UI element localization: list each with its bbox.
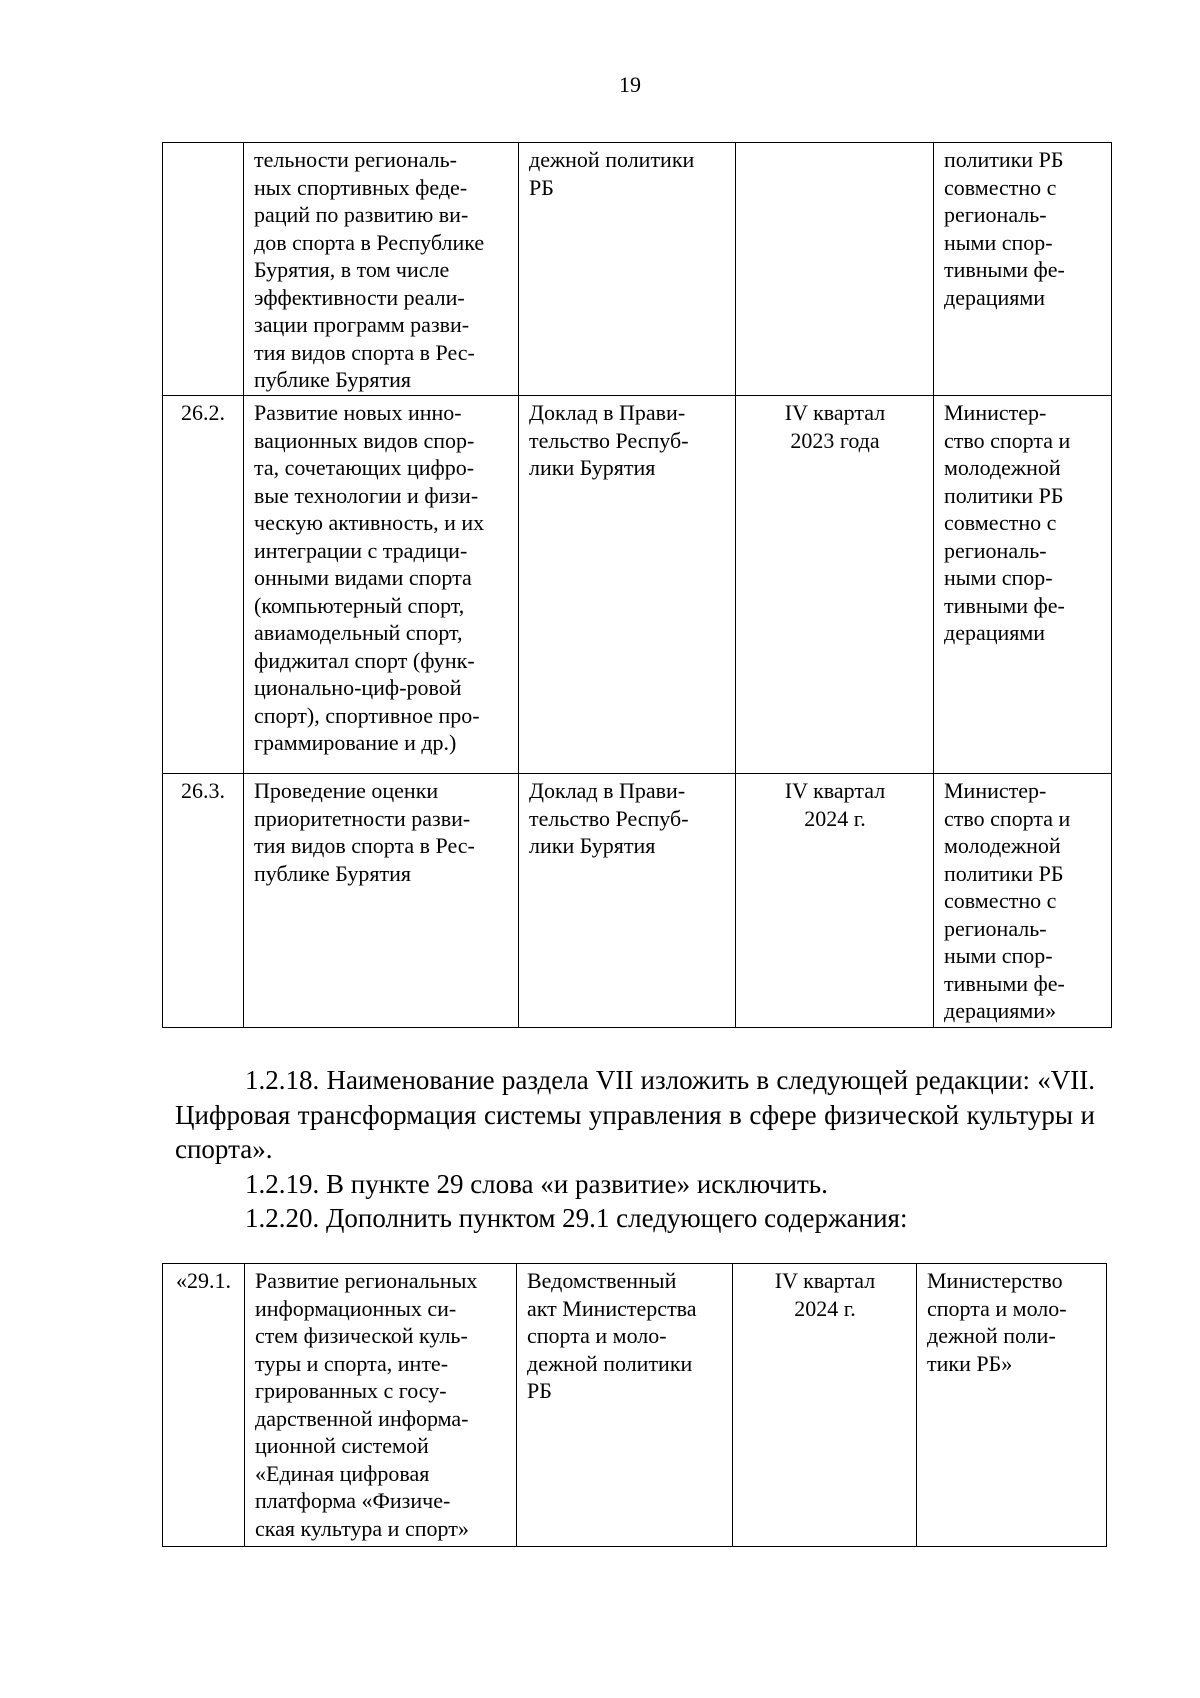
result-form-cell: Доклад в Прави- тельство Респуб- лики Бурятия bbox=[519, 396, 736, 774]
executor-cell: Министер- ство спорта и молодежной политики РБ совместно с региональ- ными спор- тивными фе- дерациями bbox=[934, 396, 1112, 774]
deadline-cell: IV квартал 2023 года bbox=[736, 396, 934, 774]
row-number-cell: 26.3. bbox=[163, 774, 244, 1028]
row-number-cell: «29.1. bbox=[163, 1264, 245, 1547]
table-row bbox=[163, 396, 1112, 774]
event-cell: Развитие региональных информационных си- стем физической куль- туры и спорта, инте- грированных с госу- дарственной информа- ционной системой «Единая цифровая платформа «Физиче- ская культура и спорт» bbox=[245, 1264, 517, 1547]
measures-table bbox=[162, 142, 1112, 1028]
event-cell: Проведение оценки приоритетности разви- тия видов спорта в Рес- публике Бурятия bbox=[244, 774, 519, 1028]
table-row bbox=[163, 143, 1112, 396]
amendment-text bbox=[175, 1063, 1095, 1236]
table-row bbox=[163, 1264, 1107, 1547]
row-number-cell: 26.2. bbox=[163, 396, 244, 774]
executor-cell: Министер- ство спорта и молодежной политики РБ совместно с региональ- ными спор- тивными фе- дерациями» bbox=[934, 774, 1112, 1028]
deadline-cell bbox=[736, 143, 934, 396]
executor-cell: Министерство спорта и моло- дежной поли- тики РБ» bbox=[917, 1264, 1107, 1547]
deadline-cell: IV квартал 2024 г. bbox=[733, 1264, 917, 1547]
row-number-cell bbox=[163, 143, 244, 396]
deadline-cell: IV квартал 2024 г. bbox=[736, 774, 934, 1028]
page-number: 19 bbox=[619, 72, 641, 97]
result-form-cell: Ведомственный акт Министерства спорта и моло- дежной политики РБ bbox=[517, 1264, 733, 1547]
paragraph-1-2-18: 1.2.18. Наименование раздела VII изложить в следующей редакции: «VII. Цифровая трансформация системы управления в сфере физической культуры и спорта». bbox=[175, 1065, 1095, 1164]
event-cell: Развитие новых инно- вационных видов спор- та, сочетающих цифро- вые технологии и физи- ческую активность, и их интеграции с традици- онными видами спорта (компьютерный спорт, авиамодельный спорт, фиджитал спорт (функ- ционально-циф-ровой спорт), спортивное про- граммирование и др.) bbox=[244, 396, 519, 774]
new-measure-table bbox=[162, 1263, 1107, 1547]
event-cell: тельности региональ- ных спортивных феде- раций по развитию ви- дов спорта в Республике Бурятия, в том числе эффективности реали- зации программ разви- тия видов спорта в Рес- публике Бурятия bbox=[244, 143, 519, 396]
table-row bbox=[163, 774, 1112, 1028]
paragraph-1-2-19: 1.2.19. В пункте 29 слова «и развитие» исключить. bbox=[245, 1168, 828, 1199]
result-form-cell: Доклад в Прави- тельство Респуб- лики Бурятия bbox=[519, 774, 736, 1028]
executor-cell: политики РБ совместно с региональ- ными спор- тивными фе- дерациями bbox=[934, 143, 1112, 396]
paragraph-1-2-20: 1.2.20. Дополнить пунктом 29.1 следующего содержания: bbox=[245, 1203, 908, 1233]
result-form-cell: дежной политики РБ bbox=[519, 143, 736, 396]
